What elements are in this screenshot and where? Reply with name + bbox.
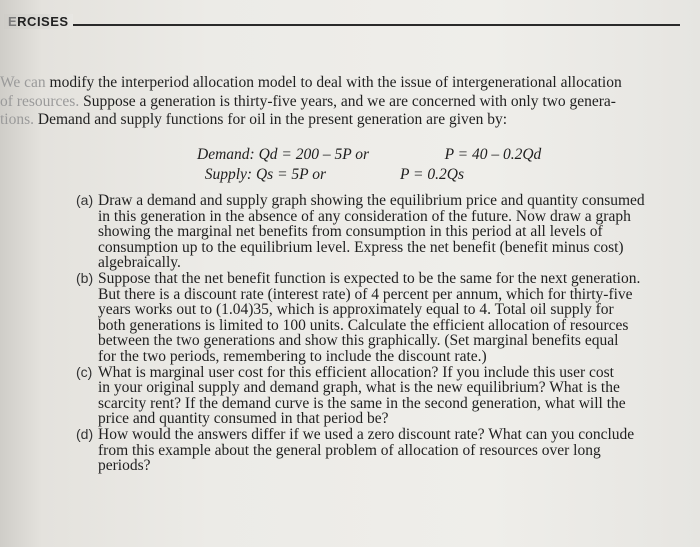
- question-d: [76, 427, 680, 474]
- question-label: (a): [76, 192, 94, 208]
- question-label: (c): [76, 363, 93, 380]
- supply-equation-right: P = 0.2Qs: [399, 166, 464, 183]
- question-label: (d): [76, 425, 94, 442]
- section-heading: ERCISES: [4, 14, 73, 29]
- intro-line: tions. Demand and supply functions for oil in the present generation are given by:: [0, 111, 508, 128]
- intro-line: We can modify the interperiod allocation model to deal with the issue of intergenerational allocation: [0, 74, 622, 91]
- question-label: (b): [76, 269, 94, 286]
- demand-equation-right: P = 40 – 0.2Qd: [444, 146, 542, 163]
- section-rule: [18, 24, 680, 26]
- question-b: [76, 271, 680, 365]
- intro-line: of resources. Suppose a generation is thirty-five years, and we are concerned with only two genera-: [0, 92, 616, 110]
- question-c: [76, 365, 680, 427]
- demand-supply-equations: [197, 145, 541, 185]
- demand-equation-left: Qd = 200 – 5P or: [258, 146, 370, 163]
- supply-label: Supply:: [204, 166, 253, 183]
- exercise-intro: [0, 74, 682, 130]
- supply-equation: [197, 165, 541, 185]
- question-text: Draw a demand and supply graph showing the equilibrium price and quantity consumed in this generation in the absence of any consideration of the future. Now draw a graph showing the marginal net benefits from consumption in this period at all levels of consumption up to the equilibrium level. Express the net benefit (benefit minus cost) algebraically.: [98, 192, 645, 272]
- question-list: [76, 193, 680, 474]
- question-text: How would the answers differ if we used a zero discount rate? What can you conclude from this example about the general problem of allocation of resources over long periods?: [98, 425, 635, 475]
- demand-label: Demand:: [197, 146, 255, 163]
- supply-equation-left: Qs = 5P or: [255, 166, 327, 183]
- question-text: Suppose that the net benefit function is expected to be the same for the next generation. But there is a discount rate (interest rate) of 4 percent per annum, which for thirty-five years works out to (1.04)35, which is approximately equal to 4. Total oil supply for both generations is limited to 100 units. Calculate the efficient allocation of resources between the two generations and show this graphically. (Set marginal benefits equal for the two periods, remembering to include the discount rate.): [98, 269, 641, 365]
- demand-equation: [197, 145, 541, 165]
- question-a: [76, 193, 680, 271]
- question-text: What is marginal user cost for this efficient allocation? If you include this user cost in your original supply and demand graph, what is the new equilibrium? What is the scarcity rent? If the demand curve is the same in the second generation, what will the price and quantity consumed in that period be?: [98, 363, 626, 428]
